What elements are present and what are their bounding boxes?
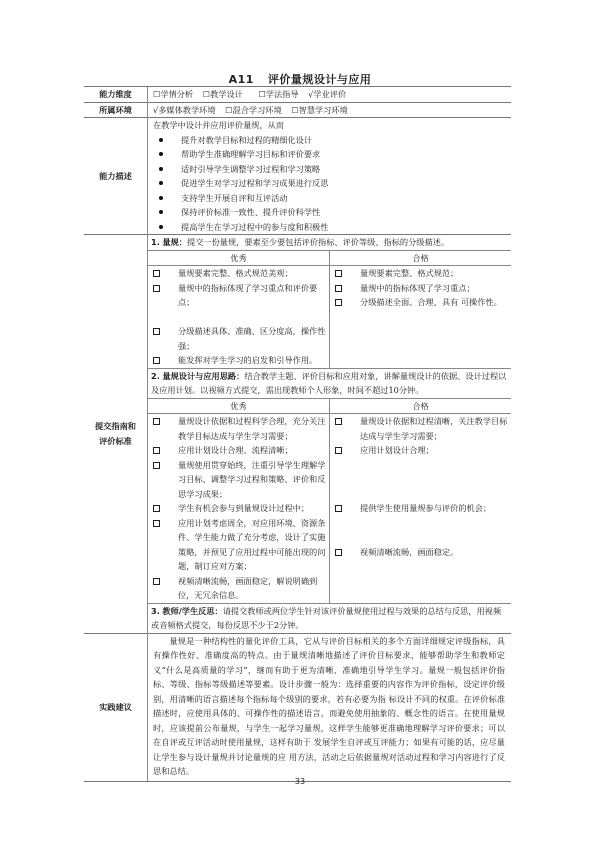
environment-row [84,102,511,118]
environment-options [148,102,512,118]
section-heading: 量规： [162,237,187,247]
dimension-options [148,87,512,103]
section-heading: 教师/学生反思： [162,605,223,616]
checkbox-icon [153,520,160,527]
checkmark-icon: √ [153,104,159,115]
criteria-row [84,235,511,634]
practice-content [148,633,512,781]
checkbox-icon: ☐ [291,104,299,115]
checkmark-icon: √ [308,89,314,99]
ability-bullet: 提高学生在学习过程中的参与度和积极性 [153,220,511,235]
module-title: 评价量规设计与应用 [267,73,372,86]
checkbox-icon [153,357,160,364]
criteria-item: 量规使用贯穿始终，注重引导学生理解学习目标、调整学习过程和策略、评价和反思学习成果； [151,458,326,502]
column-excellent: 优秀 [148,398,330,414]
criteria-content [148,235,512,634]
checkbox-icon [335,418,342,425]
page-number: 33 [294,777,306,786]
ability-bullet: 支持学生开展自评和互评活动 [153,191,511,206]
ability-bullet: 适时引导学生调整学习过程和学习策略 [153,162,511,177]
competency-table [84,86,511,782]
column-pass: 合格 [330,250,512,266]
criteria-header-row [148,250,511,266]
dimension-option: ☐学法指导 [258,89,299,99]
ability-bullet: 提升对教学目标和过程的精细化设计 [153,133,511,148]
dimension-option: ☐教学设计 [202,89,243,99]
ability-bullet: 保持评价标准一致性、提升评价科学性 [153,205,511,220]
practice-label: 实践建议 [84,633,148,781]
criteria-item: 提供学生使用量规参与评价的机会； [333,501,508,516]
ability-label: 能力描述 [84,118,148,235]
criteria-item: 应用计划考虑周全，对应用环境、资源条件、学生能力做了充分考虑，设计了实施策略，并预见了应用过程中可能出现的问题，制订应对方案； [151,516,326,574]
criteria-item: 量规要素完整、格式规范美观； [151,266,326,281]
ability-description [148,118,512,235]
criteria-item: 量规要素完整、格式规范； [333,266,508,281]
criteria-section-1: 1. 量规：提交一份量规，要素至少要包括评价指标、评价等级、指标的分级描述。 [151,237,450,247]
criteria-item: 分级描述具体、准确、区分度高，操作性强； [151,324,326,353]
practice-row [84,633,511,781]
dimension-option: √学业评价 [308,89,347,99]
ability-lead: 在教学中设计并应用评价量规，从而 [153,120,285,130]
checkbox-icon: ☐ [258,89,266,99]
checkbox-icon [335,299,342,306]
dimension-option: ☐学情分析 [153,89,194,99]
dimension-row [84,87,511,103]
criteria-item: 应用计划设计合理； [333,443,508,458]
checkbox-icon [335,270,342,277]
ability-bullet: 促进学生对学习过程和学习成果进行反思 [153,176,511,191]
criteria-section-3: 3. 教师/学生反思：请提交教师或两位学生针对该评价量规使用过程与效果的总结与反思，用视频或音频格式提交，每份反思不少于2分钟。 [148,603,511,633]
criteria-item: 学生有机会参与到量规设计过程中； [151,501,326,516]
criteria-item: 量规中的指标体现了学习重点和评价要点； [151,281,326,310]
criteria-item: 视频清晰流畅，画面稳定，解说明确到位，无冗余信息。 [151,574,326,603]
checkbox-icon [335,285,342,292]
checkbox-icon [153,418,160,425]
criteria-label: 提交指南和 评价标准 [84,235,148,634]
criteria-item: 分级描述全面、合理，具有 可操作性。 [333,295,508,310]
checkbox-icon [153,285,160,292]
checkbox-icon [153,578,160,585]
checkbox-icon: ☐ [202,89,211,99]
criteria-item: 应用计划设计合理、流程清晰； [151,443,326,458]
criteria-inner-table [148,235,511,633]
criteria-item: 视频清晰流畅，画面稳定。 [333,545,508,560]
column-pass: 合格 [330,398,512,414]
practice-text: 量规是一种结构性的量化评价工具，它从与评价目标相关的多个方面详细规定评级指标，具有操作性好、准确度高的特点。由于量规清晰地描述了评价目标要求，能够帮助学生和教师定义“什么是高质量的学习”，继而有助于更为清晰、准确地引导学生学习。量规一般包括评价指标、等级、指标等级描述等要素。设计步骤一般为：选择重要的内容作为评价指标，设定评价级别，用清晰的语言描述每个指标每个级别的要求，若有必要为指 标设计不同的权重。在评价标准描述时，应使用具体的、可操作性的描述语言，而避免使用抽象的、概念性的语言。在使用量规时，应该提前公布量规，与学生一起学习量规，这样学生能够更准确地理解学习评价要求；可以在自评或互评活动时使用量规，这样有助于 发展学生自评或互评能力；如果有可能的话，应尽量让学生参与设计量规并讨论量规的应 用方法，活动之后依据量规对活动过程和学习内容进行了反思和总结。 [153,635,505,776]
checkbox-icon [153,447,160,454]
criteria-item: 能发挥对学生学习的启发和引导作用。 [151,353,326,368]
criteria-header-row [148,398,511,414]
ability-bullet-list [153,133,511,235]
section-text: 结合教学主题、评价目标和应用对象，讲解量规设计的依据、设计过程以及应用计划。以视频方式提交，需出现教师个人形象，时间不超过10分钟。 [151,370,507,395]
ability-row [84,118,511,235]
criteria-items-row [148,266,511,369]
criteria-item: 量规中的指标体现了学习重点； [333,281,508,296]
checkbox-icon [153,505,160,512]
column-excellent: 优秀 [148,250,330,266]
section-text: 提交一份量规，要素至少要包括评价指标、评价等级、指标的分级描述。 [187,237,450,247]
page-title [0,71,600,87]
checkbox-icon [153,270,160,277]
checkbox-icon [335,505,342,512]
environment-option: ☐混合学习环境 [225,104,282,115]
environment-option: ☐智慧学习环境 [291,104,348,115]
checkbox-icon [153,462,160,469]
module-code: A11 [228,73,254,86]
checkbox-icon: ☐ [225,104,233,115]
environment-option: √多媒体教学环境 [153,104,216,115]
checkbox-icon [335,549,342,556]
ability-bullet: 帮助学生准确理解学习目标和评价要求 [153,147,511,162]
criteria-items-row [148,414,511,604]
section-text: 请提交教师或两位学生针对该评价量规使用过程与效果的总结与反思，用视频或音频格式提交，每份反思不少于2分钟。 [151,605,502,630]
criteria-item: 量规设计依据和过程科学合理，充分关注教学目标达成与学生学习需要； [151,414,326,443]
criteria-item: 量规设计依据和过程清晰，关注教学目标达成与学生学习需要； [333,414,508,443]
environment-label: 所属环境 [84,102,148,118]
criteria-section-2: 2. 量规设计与应用思路：结合教学主题、评价目标和应用对象，讲解量规设计的依据、设计过程以及应用计划。以视频方式提交，需出现教师个人形象，时间不超过10分钟。 [148,368,511,398]
checkbox-icon [335,447,342,454]
checkbox-icon: ☐ [153,89,161,99]
dimension-label: 能力维度 [84,87,148,103]
checkbox-icon [153,328,160,335]
section-heading: 量规设计与应用思路： [162,370,245,381]
